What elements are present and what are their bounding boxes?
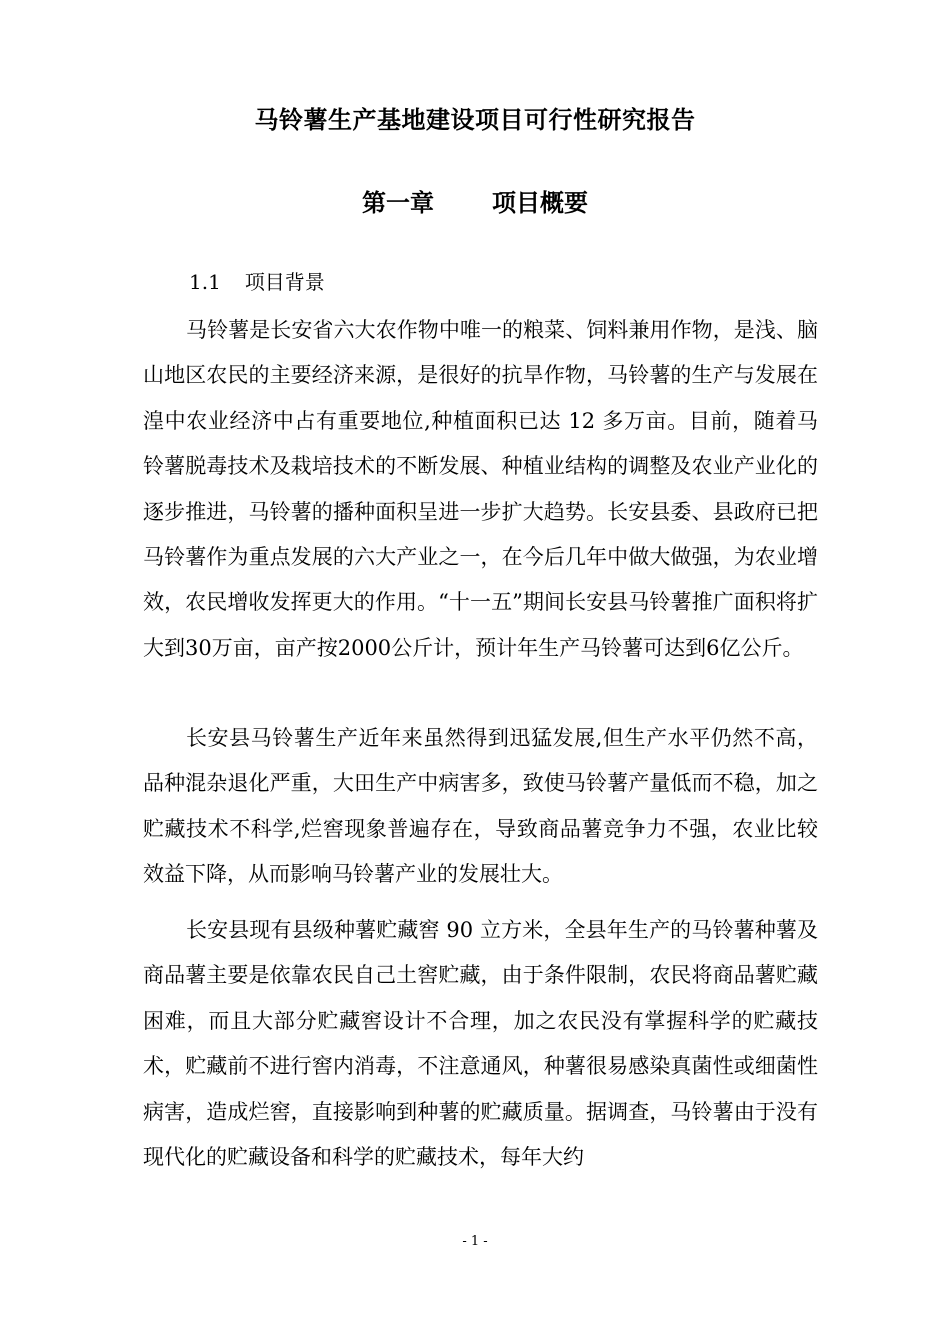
document-title: 马铃薯生产基地建设项目可行性研究报告 — [254, 106, 696, 134]
page-number: - 1 - — [462, 1234, 488, 1249]
section-heading — [189, 262, 325, 302]
chapter-number: 第一章 — [362, 189, 434, 217]
body-text — [143, 908, 818, 1180]
chapter-name: 项目概要 — [492, 189, 588, 217]
section-name: 项目背景 — [244, 270, 325, 294]
paragraph: 长安县现有县级种薯贮藏窖 90 立方米，全县年生产的马铃薯种薯及商品薯主要是依靠农民自己土窖贮藏，由于条件限制，农民将商品薯贮藏困难，而且大部分贮藏窖设计不合理，加之农民没有掌握科学的贮藏技术，贮藏前不进行窖内消毒，不注意通风，种薯很易感染真菌性或细菌性病害，造成烂窖，直接影响到种薯的贮藏质量。据调查，马铃薯由于没有现代化的贮藏设备和科学的贮藏技术，每年大约 — [143, 918, 818, 1170]
paragraph: 马铃薯是长安省六大农作物中唯一的粮菜、饲料兼用作物，是浅、脑山地区农民的主要经济来源，是很好的抗旱作物，马铃薯的生产与发展在湟中农业经济中占有重要地位,种植面积已达 12 多万亩。目前，随着马铃薯脱毒技术及栽培技术的不断发展、种植业结构的调整及农业产业化的逐步推进，马铃薯的播种面积呈进一步扩大趋势。长安县委、县政府已把马铃薯作为重点发展的六大产业之一，在今后几年中做大做强，为农业增效，农民增收发挥更大的作用。“十一五”期间长安县马铃薯推广面积将扩大到30万亩，亩产按2000公斤计，预计年生产马铃薯可达到6亿公斤。 — [143, 318, 818, 660]
section-number: 1.1 — [189, 270, 221, 294]
body-text — [143, 716, 818, 898]
chapter-heading — [0, 183, 950, 223]
body-text — [143, 308, 818, 671]
paragraph: 长安县马铃薯生产近年来虽然得到迅猛发展,但生产水平仍然不高，品种混杂退化严重，大田生产中病害多，致使马铃薯产量低而不稳，加之贮藏技术不科学,烂窖现象普遍存在，导致商品薯竞争力不强，农业比较效益下降，从而影响马铃薯产业的发展壮大。 — [143, 726, 818, 887]
